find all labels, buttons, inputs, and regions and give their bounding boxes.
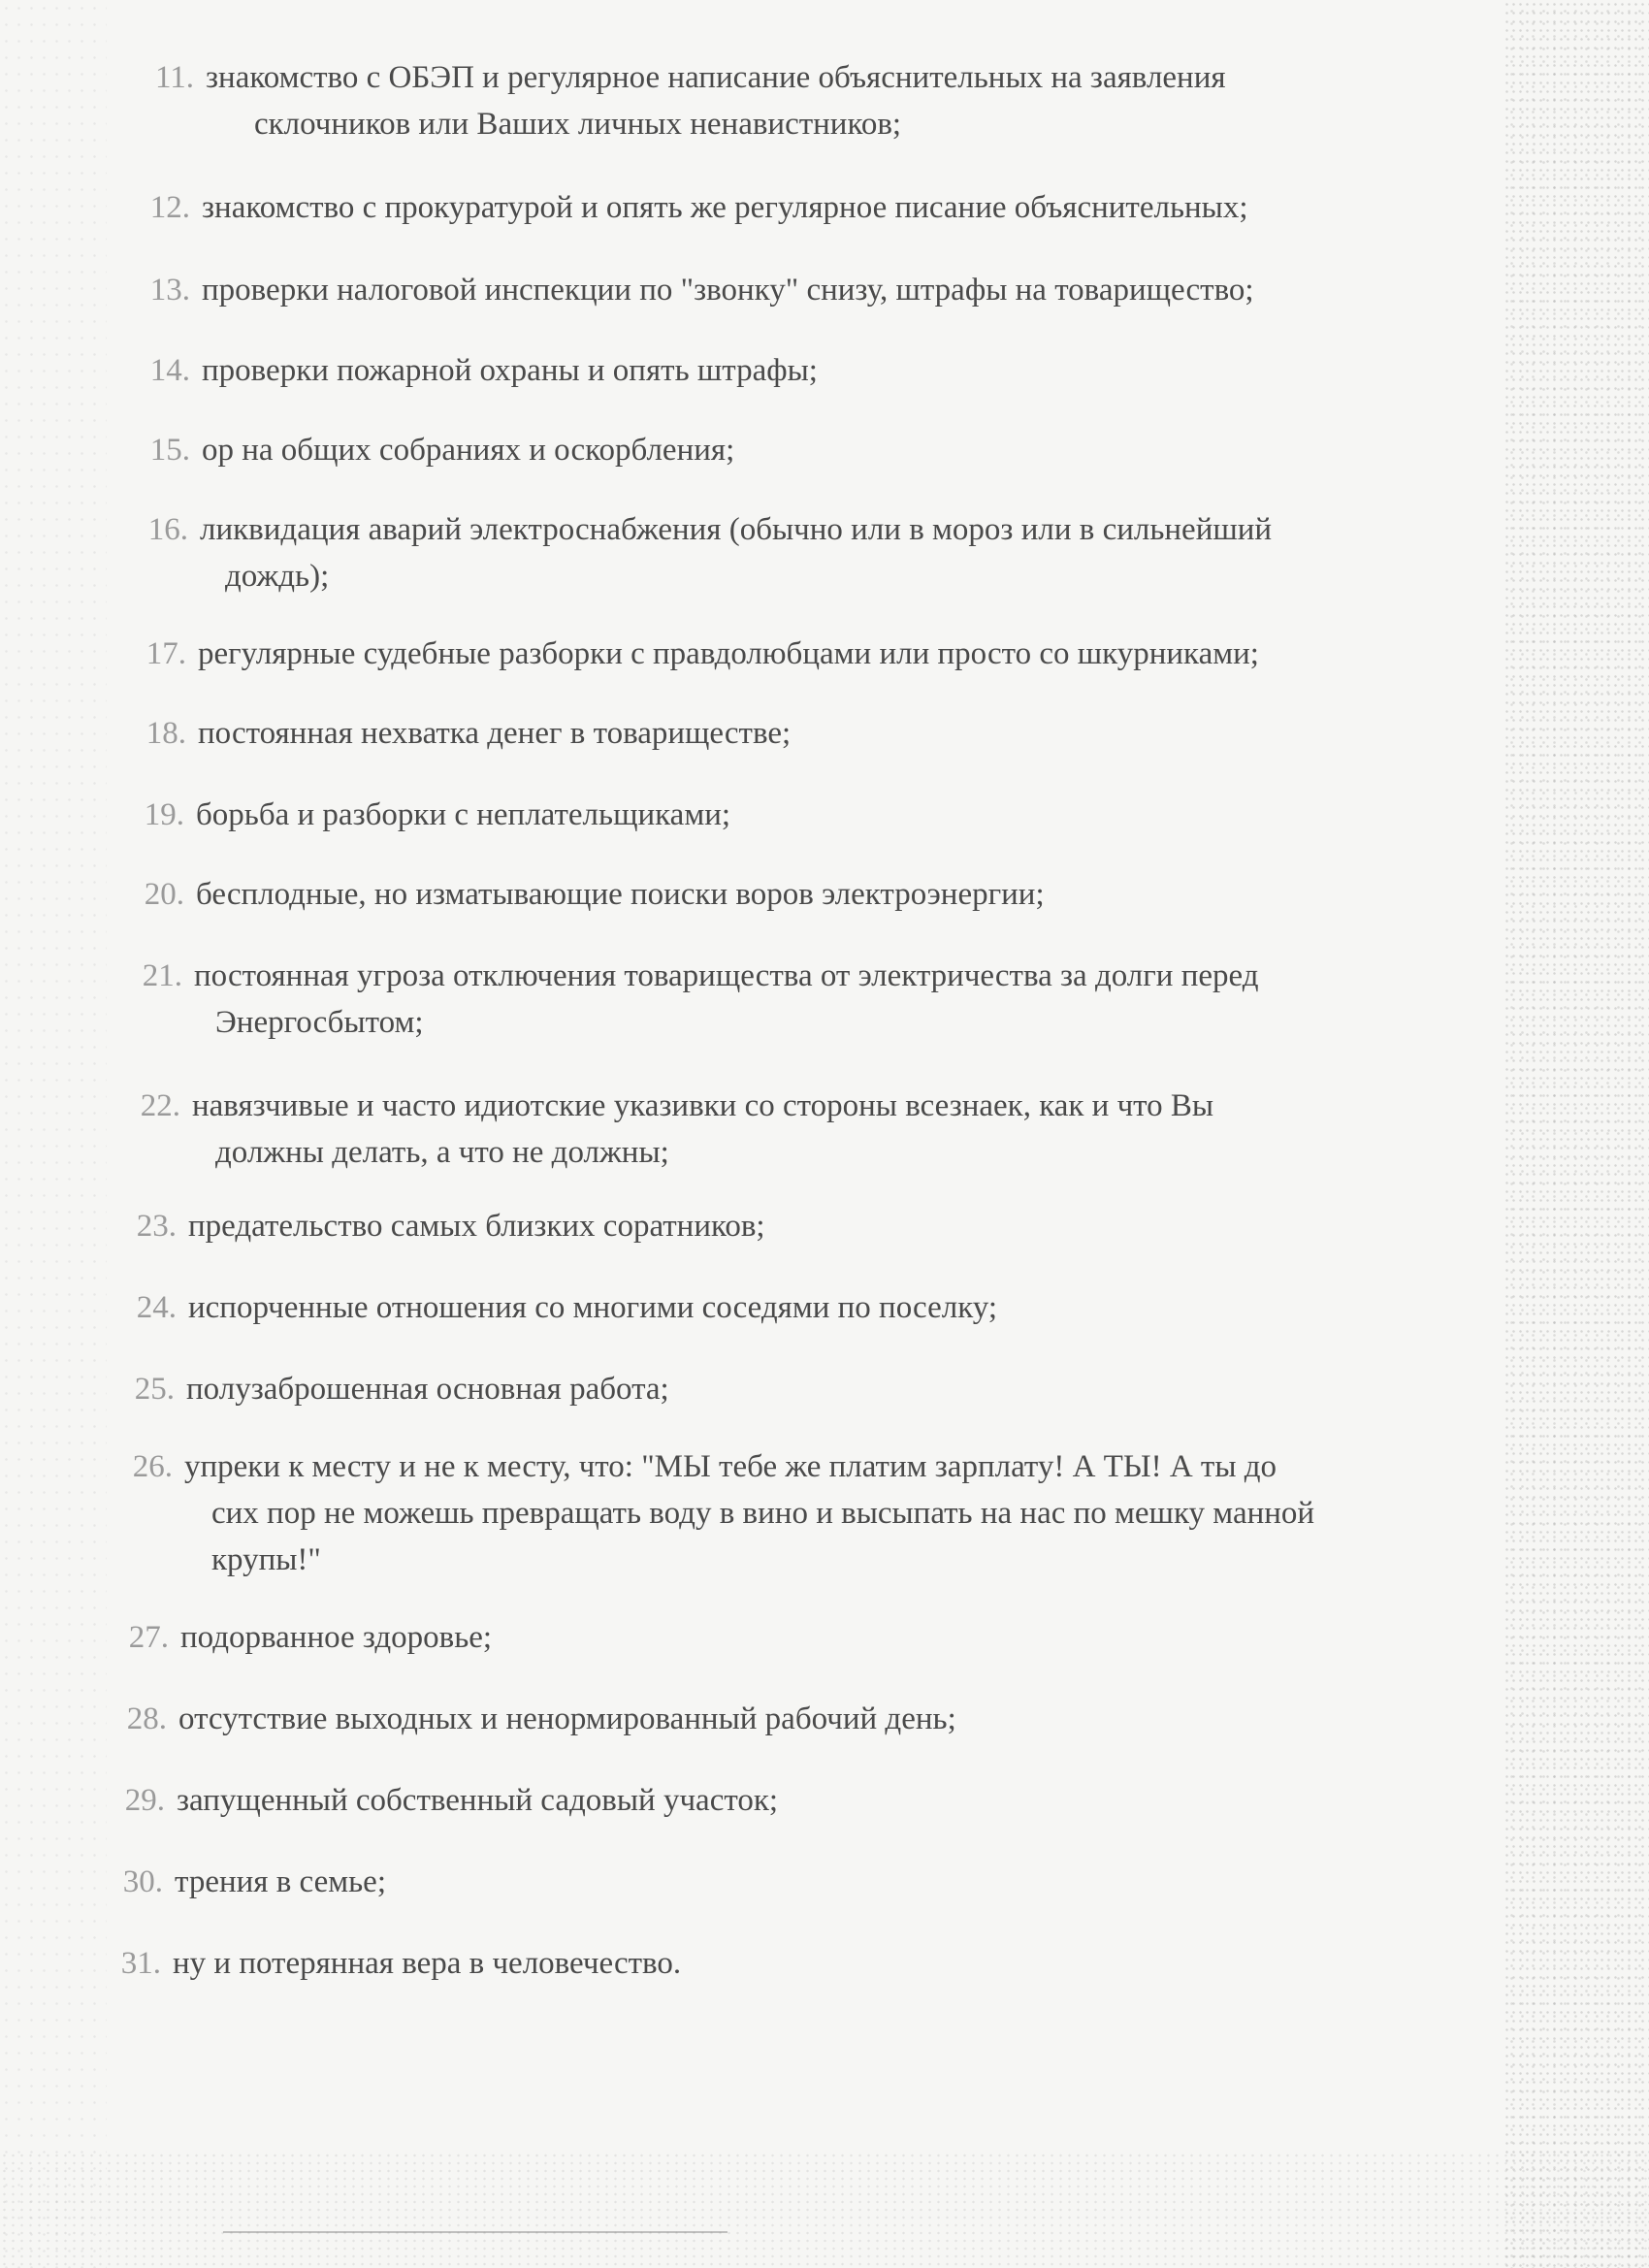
item-text	[188, 1203, 1486, 1249]
item-line: отсутствие выходных и ненормированный рабочий день;	[178, 1701, 956, 1736]
item-line: запущенный собственный садовый участок;	[177, 1783, 779, 1818]
item-text	[196, 792, 1494, 838]
item-number: 27.	[128, 1620, 169, 1655]
item-number: 16.	[147, 512, 188, 547]
scan-speckle-bottom	[0, 2152, 1649, 2268]
item-line-continuation: дождь);	[225, 559, 330, 594]
item-text	[192, 1083, 1490, 1176]
item-number: 25.	[134, 1372, 175, 1407]
item-number: 29.	[124, 1783, 165, 1818]
item-text	[202, 427, 1500, 473]
item-line: полузаброшенная основная работа;	[186, 1372, 669, 1407]
item-text	[202, 184, 1500, 231]
item-number: 24.	[136, 1290, 177, 1325]
item-line: знакомство с ОБЭП и регулярное написание объяснительных на заявления	[206, 60, 1226, 95]
item-number: 20.	[144, 877, 184, 912]
item-text	[194, 953, 1492, 1046]
item-number: 30.	[122, 1864, 163, 1899]
item-number: 13.	[149, 273, 190, 308]
item-number: 14.	[149, 353, 190, 388]
item-number: 23.	[136, 1209, 177, 1244]
item-line: ор на общих собраниях и оскорбления;	[202, 433, 735, 468]
item-line-continuation: склочников или Ваших личных ненавистников;	[254, 107, 902, 142]
item-line-continuation: сих пор не можешь превращать воду в вино и высыпать на нас по мешку манной	[211, 1496, 1315, 1531]
item-text	[198, 710, 1496, 757]
item-text	[178, 1696, 1476, 1742]
item-text	[200, 506, 1498, 599]
item-text	[180, 1614, 1478, 1661]
item-line: подорванное здоровье;	[180, 1620, 493, 1655]
item-line: ликвидация аварий электроснабжения (обычно или в мороз или в сильнейший	[200, 512, 1273, 547]
item-text	[202, 267, 1500, 313]
item-line: борьба и разборки с неплательщиками;	[196, 797, 731, 832]
item-number: 18.	[146, 716, 186, 751]
item-line: трения в семье;	[175, 1864, 386, 1899]
item-line: постоянная нехватка денег в товариществе;	[198, 716, 792, 751]
item-text	[196, 871, 1494, 918]
item-number: 28.	[126, 1701, 167, 1736]
item-text	[177, 1777, 1474, 1824]
item-text	[202, 347, 1500, 394]
item-number: 19.	[144, 797, 184, 832]
item-text	[186, 1366, 1484, 1412]
item-number: 17.	[146, 636, 186, 671]
item-line: знакомство с прокуратурой и опять же регулярное писание объяснительных;	[202, 190, 1248, 225]
item-text	[188, 1284, 1486, 1331]
item-line: предательство самых близких соратников;	[188, 1209, 765, 1244]
footer-rule	[223, 2231, 728, 2233]
scan-speckle-left	[0, 0, 107, 2268]
item-text	[198, 631, 1496, 677]
item-number: 26.	[132, 1449, 173, 1484]
item-text	[175, 1859, 1472, 1905]
item-text	[206, 54, 1504, 147]
item-line: постоянная угроза отключения товарищества от электричества за долги перед	[194, 958, 1259, 993]
item-number: 21.	[142, 958, 182, 993]
item-line: бесплодные, но изматывающие поиски воров электроэнергии;	[196, 877, 1045, 912]
item-number: 15.	[149, 433, 190, 468]
item-line: испорченные отношения со многими соседями по поселку;	[188, 1290, 998, 1325]
item-number: 31.	[120, 1946, 161, 1981]
item-text	[184, 1443, 1482, 1583]
item-line: навязчивые и часто идиотские указивки со стороны всезнаек, как и что Вы	[192, 1088, 1214, 1123]
item-line-continuation: Энергосбытом;	[215, 1005, 424, 1040]
item-line: проверки пожарной охраны и опять штрафы;	[202, 353, 818, 388]
item-line: ну и потерянная вера в человечество.	[173, 1946, 682, 1981]
item-line: проверки налоговой инспекции по "звонку" снизу, штрафы на товарищество;	[202, 273, 1254, 308]
item-number: 11.	[154, 60, 194, 95]
item-line: регулярные судебные разборки с правдолюбцами или просто со шкурниками;	[198, 636, 1259, 671]
item-number: 22.	[140, 1088, 180, 1123]
scan-speckle-right	[1504, 0, 1649, 2268]
item-text	[173, 1940, 1471, 1987]
item-line-continuation: должны делать, а что не должны;	[215, 1135, 669, 1170]
item-line-continuation: крупы!"	[211, 1542, 321, 1577]
item-number: 12.	[149, 190, 190, 225]
item-line: упреки к месту и не к месту, что: "МЫ тебе же платим зарплату! А ТЫ! А ты до	[184, 1449, 1277, 1484]
